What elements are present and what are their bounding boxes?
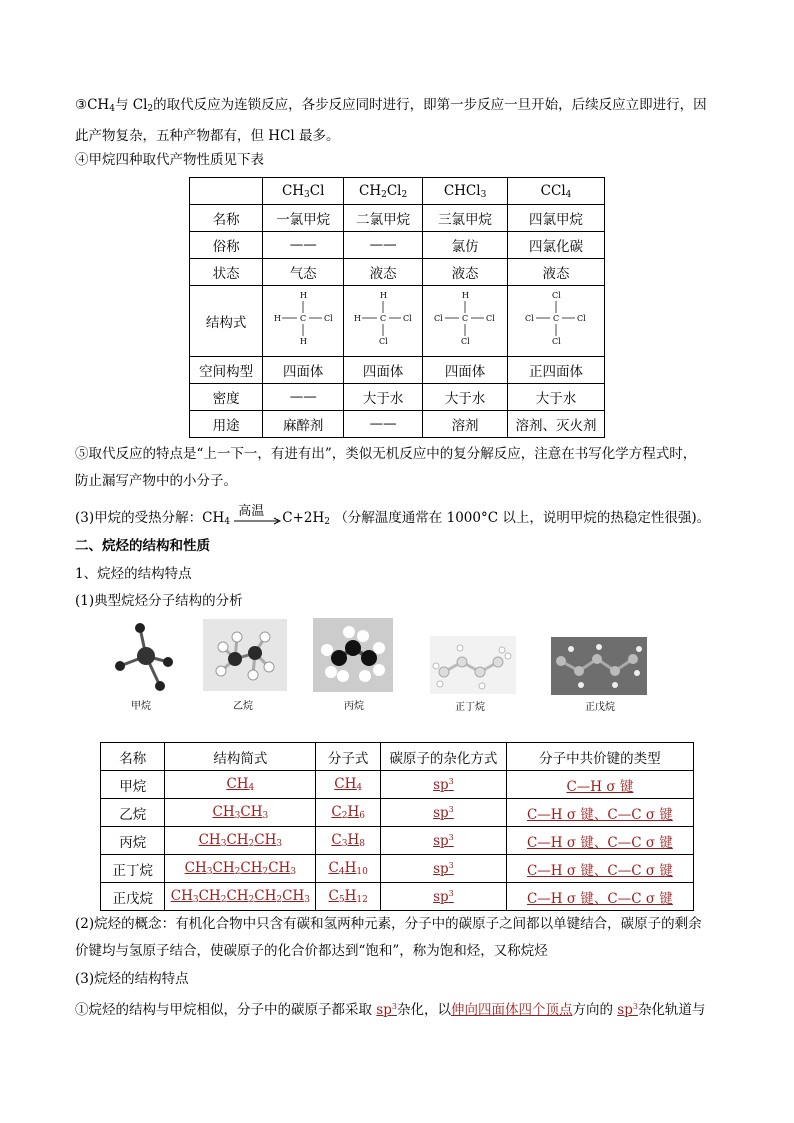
methane-model-image	[106, 620, 192, 700]
table-row: 甲烷 $CH_4$ $CH_4$ $sp^3$ C—H σ 键	[101, 771, 694, 799]
svg-text:C: C	[380, 314, 387, 323]
svg-text:H: H	[462, 291, 470, 300]
text: 的取代反应为连锁反应，各步反应同时进行，即第一步反应一旦开始，后续反应立即进行，因	[153, 97, 707, 113]
svg-text:H: H	[300, 337, 308, 346]
caption-pentane: 正戊烷	[585, 702, 615, 713]
table-row: 名称 一氯甲烷 二氯甲烷 三氯甲烷 四氯甲烷	[190, 205, 605, 232]
header-chcl3: CHCl$_3$	[423, 178, 508, 205]
table-row: 密度 —— 大于水 大于水 大于水	[190, 384, 605, 411]
svg-text:Cl: Cl	[379, 337, 388, 346]
table-row: 丙烷 $CH_3CH_2CH_3$ $C_3H_8$ $sp^3$ C—H σ 键、C—C σ 键	[101, 827, 694, 855]
svg-text:H: H	[380, 291, 388, 300]
caption-butane: 正丁烷	[455, 702, 485, 713]
subsection-heading: (1)典型烷烃分子结构的分析	[75, 593, 243, 609]
svg-text:Cl: Cl	[486, 314, 495, 323]
paragraph-3: $③CH_4$与 $Cl_2$的取代反应为连锁反应，各步反应同时进行，即第一步反应一旦开始，后续反应立即进行，因 此产物复杂，五种产物都有，但 HCl 最多。	[75, 97, 707, 144]
svg-text:Cl: Cl	[403, 314, 412, 323]
table-header-row	[190, 178, 605, 205]
ethane-model-image	[203, 619, 287, 691]
caption-methane: 甲烷	[131, 701, 151, 712]
table-row: 正戊烷 $CH_3CH_2CH_2CH_2CH_3$ $C_5H_{12}$ $sp^3$ C—H σ 键、C—C σ 键	[101, 883, 694, 911]
svg-text:Cl: Cl	[577, 314, 586, 323]
table-row: 用途 麻醉剂 —— 溶剂 溶剂、灭火剂	[190, 411, 605, 438]
svg-text:Cl: Cl	[324, 314, 333, 323]
propane-model-image	[313, 618, 393, 692]
svg-text:H: H	[300, 291, 308, 300]
paragraph-structure: ①烷烃的结构与甲烷相似，分子中的碳原子都采取 $sp^3$杂化，以伸向四面体四个顶点方向的 $sp^3$杂化轨道与	[75, 1002, 706, 1018]
structure-ccl4	[508, 286, 605, 357]
paragraph-5: ⑤取代反应的特点是“上一下一，有进有出”，类似无机反应中的复分解反应，注意在书写化学方程式时， 防止漏写产物中的小分子。	[75, 446, 697, 489]
svg-text:C: C	[462, 314, 469, 323]
table-header-row: 名称 结构简式 分子式 碳原子的杂化方式 分子中共价键的类型	[101, 743, 694, 771]
caption-propane: 丙烷	[344, 701, 364, 712]
caption-ethane: 乙烷	[233, 701, 253, 712]
text: ③CH	[75, 97, 110, 113]
subsection-heading: 1、烷烃的结构特点	[75, 566, 192, 582]
svg-text:Cl: Cl	[461, 337, 470, 346]
text: 与 Cl	[114, 97, 148, 113]
alkane-table	[100, 742, 694, 911]
svg-text:C: C	[553, 314, 560, 323]
text: 此产物复杂，五种产物都有，但 HCl 最多。	[75, 128, 340, 144]
table-row: 俗称 —— —— 氯仿 四氯化碳	[190, 232, 605, 259]
chloromethane-table	[189, 177, 605, 438]
svg-text:C: C	[300, 314, 307, 323]
svg-text:Cl: Cl	[525, 314, 534, 323]
svg-text:H: H	[354, 314, 362, 323]
paragraph-concept: (2)烷烃的概念：有机化合物中只含有碳和氢两种元素，分子中的碳原子之间都以单键结合，碳原子的剩余 价键均与氢原子结合，使碳原子的化合价都达到“饱和”，称为饱和烃，又称烷烃	[75, 916, 702, 959]
structure-ch2cl2	[344, 286, 423, 357]
structure-chcl3	[423, 286, 508, 357]
paragraph-4: ④甲烷四种取代产物性质见下表	[75, 152, 264, 168]
pentane-model-image	[551, 637, 647, 695]
table-row: 正丁烷 $CH_3CH_2CH_2CH_3$ $C_4H_{10}$ $sp^3$ C—H σ 键、C—C σ 键	[101, 855, 694, 883]
table-row: 空间构型 四面体 四面体 四面体 正四面体	[190, 357, 605, 384]
table-row: 结构式 H H C Cl H H H C Cl Cl H Cl C Cl Cl Cl Cl C Cl Cl	[190, 286, 605, 357]
svg-text:Cl: Cl	[552, 291, 561, 300]
section-heading: 二、烷烃的结构和性质	[75, 538, 210, 554]
paragraph-decomposition: (3)甲烷的受热分解：$CH_4$ 高温 $C+2H_2$ （分解温度通常在 1000°C 以上，说明甲烷的热稳定性很强)。	[75, 503, 711, 527]
header-ccl4: CCl$_4$	[508, 178, 605, 205]
svg-text:H: H	[274, 314, 282, 323]
table-row: 乙烷 $CH_3CH_3$ $C_2H_6$ $sp^3$ C—H σ 键、C—C σ 键	[101, 799, 694, 827]
header-ch3cl: $CH_3Cl$	[263, 178, 344, 205]
svg-text:Cl: Cl	[434, 314, 443, 323]
butane-model-image	[430, 636, 516, 694]
table-row: 状态 气态 液态 液态 液态	[190, 259, 605, 286]
subsection-heading: (3)烷烃的结构特点	[75, 971, 189, 987]
structure-ch3cl	[263, 286, 344, 357]
svg-text:Cl: Cl	[552, 337, 561, 346]
header-ch2cl2: $CH_2Cl_2$	[344, 178, 423, 205]
reaction-arrow: 高温	[234, 512, 282, 526]
